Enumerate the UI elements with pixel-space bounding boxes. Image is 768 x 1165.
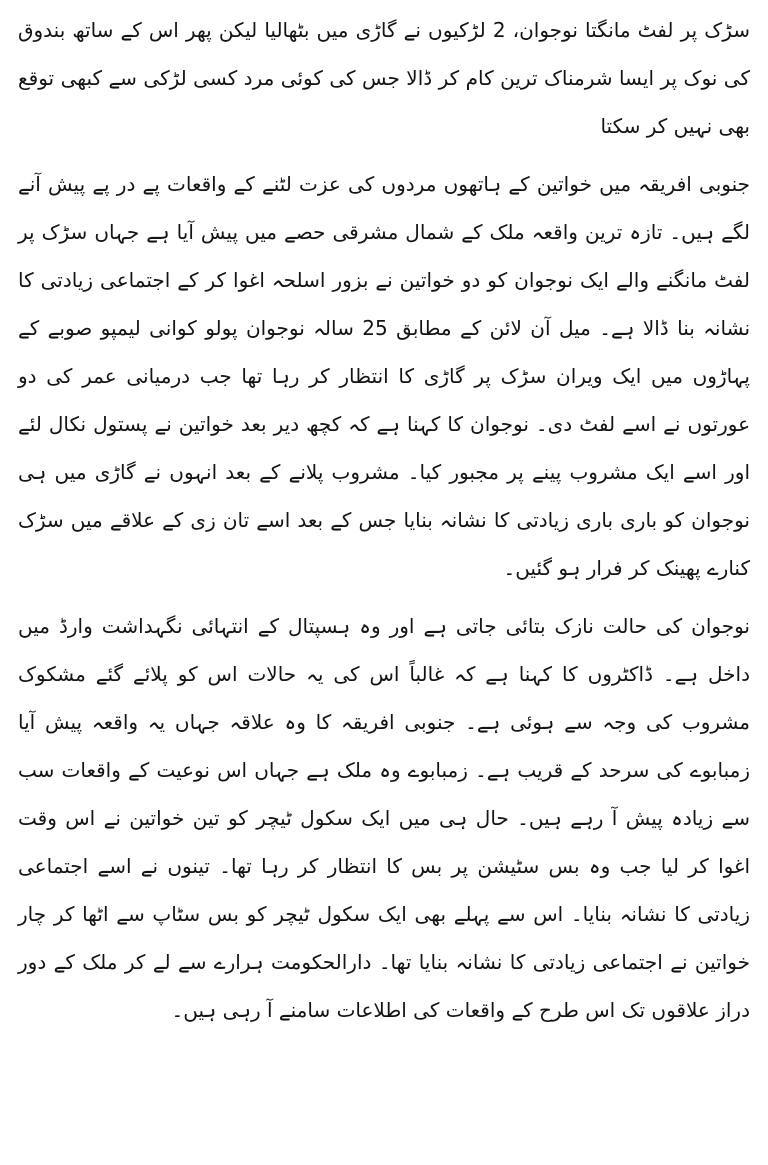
- article-paragraph-condition: نوجوان کی حالت نازک بتائی جاتی ہے اور وہ ہسپتال کے انتہائی نگہداشت وارڈ میں داخل ہے۔ ڈاکٹروں کا کہنا ہے کہ غالباً اس کی یہ حالات اس کو پلائے گئے مشکوک مشروب کی وجہ سے ہوئی ہے۔ جنوبی افریقہ کا وہ علاقہ جہاں یہ واقعہ پیش آیا زمبابوے کی سرحد کے قریب ہے۔ زمبابوے وہ ملک ہے جہاں اس نوعیت کے واقعات سب سے زیادہ پیش آ رہے ہیں۔ حال ہی میں ایک سکول ٹیچر کو تین خواتین نے اس وقت اغوا کر لیا جب وہ بس سٹیشن پر بس کا انتظار کر رہا تھا۔ تینوں نے اسے اجتماعی زیادتی کا نشانہ بنایا۔ اس سے پہلے بھی ایک سکول ٹیچر کو بس سٹاپ سے اٹھا کر چار خواتین نے اجتماعی زیادتی کا نشانہ بنایا تھا۔ دارالحکومت ہرارے سے لے کر ملک کے دور دراز علاقوں تک اس طرح کے واقعات کی اطلاعات سامنے آ رہی ہیں۔: [18, 614, 750, 1022]
- article-body: [18, 6, 750, 1034]
- article-headline-paragraph: سڑک پر لفٹ مانگتا نوجوان، 2 لڑکیوں نے گاڑی میں بٹھالیا لیکن پھر اس کے ساتھ بندوق کی نوک پر ایسا شرمناک ترین کام کر ڈالا جس کی کوئی مرد کسی لڑکی سے کبھی توقع بھی نہیں کر سکتا: [18, 18, 750, 138]
- article-paragraph-incident: جنوبی افریقہ میں خواتین کے ہاتھوں مردوں کی عزت لٹنے کے واقعات پے در پے پیش آنے لگے ہیں۔ تازہ ترین واقعہ ملک کے شمال مشرقی حصے میں پیش آیا ہے جہاں سڑک پر لفٹ مانگنے والے ایک نوجوان کو دو خواتین نے بزور اسلحہ اغوا کر کے اجتماعی زیادتی کا نشانہ بنا ڈالا ہے۔ میل آن لائن کے مطابق 25 سالہ نوجوان پولو کوانی لیمپو صوبے کے پہاڑوں میں ایک ویران سڑک پر گاڑی کا انتظار کر رہا تھا جب درمیانی عمر کی دو عورتوں نے اسے لفٹ دی۔ نوجوان کا کہنا ہے کہ کچھ دیر بعد خواتین نے پستول نکال لئے اور اسے ایک مشروب پینے پر مجبور کیا۔ مشروب پلانے کے بعد انہوں نے گاڑی میں ہی نوجوان کو باری باری زیادتی کا نشانہ بنایا جس کے بعد اسے تان زی کے علاقے میں سڑک کنارے پھینک کر فرار ہو گئیں۔: [18, 172, 751, 580]
